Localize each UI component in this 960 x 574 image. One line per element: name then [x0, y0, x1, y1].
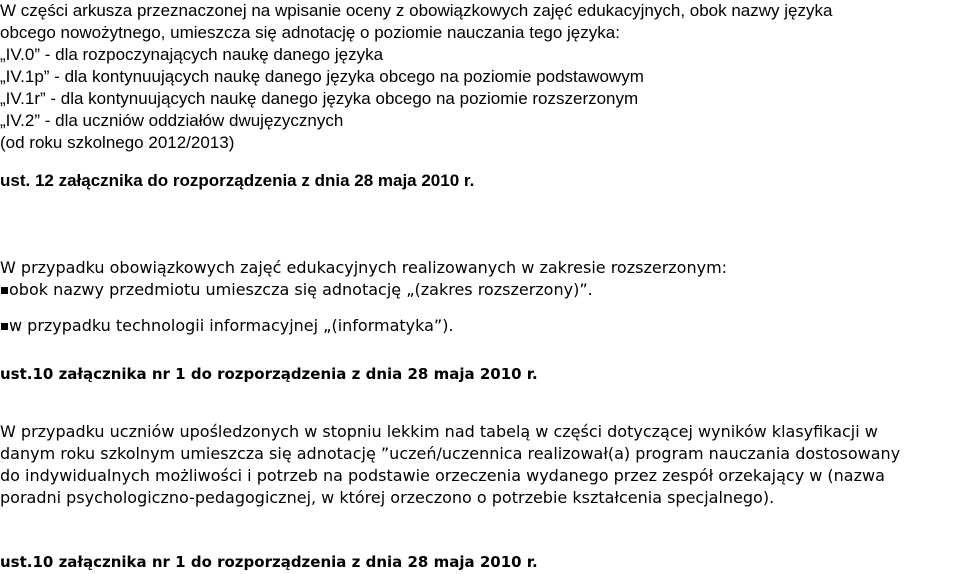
bullet-text: obok nazwy przedmiotu umieszcza się adnotację „(zakres rozszerzony)”. [9, 280, 593, 299]
paragraph-line: danym roku szkolnym umieszcza się adnotację ”uczeń/uczennica realizował(a) program nauczania dostosowany [0, 444, 901, 463]
paragraph-line: W przypadku uczniów upośledzonych w stopniu lekkim nad tabelą w części dotyczącej wyników klasyfikacji w [0, 422, 878, 441]
square-bullet-icon [1, 287, 8, 294]
extended-scope-intro: W przypadku obowiązkowych zajęć edukacyjnych realizowanych w zakresie rozszerzonym: [0, 258, 728, 277]
bullet-item [0, 315, 454, 337]
paragraph-line: do indywidualnych możliwości i potrzeb na podstawie orzeczenia wydanego przez zespół orzekający w (nazwa [0, 466, 885, 485]
paragraph-line: poradni psychologiczno-pedagogicznej, w której orzeczono o potrzebie kształcenia specjalnego). [0, 488, 775, 507]
legal-reference: ust. 12 załącznika do rozporządzenia z dnia 28 maja 2010 r. [0, 171, 475, 190]
square-bullet-icon [1, 323, 8, 330]
level-iv0-line: „IV.0” - dla rozpoczynających naukę danego języka [0, 45, 384, 64]
paragraph-line: obcego nowożytnego, umieszcza się adnotację o poziomie nauczania tego języka: [0, 23, 620, 42]
level-iv1p-line: „IV.1p” - dla kontynuujących naukę danego języka obcego na poziomie podstawowym [0, 67, 644, 86]
school-year-note: (od roku szkolnego 2012/2013) [0, 133, 235, 152]
bullet-item [0, 279, 593, 301]
level-iv2-line: „IV.2” - dla uczniów oddziałów dwujęzycznych [0, 111, 344, 130]
level-iv1r-line: „IV.1r” - dla kontynuujących naukę danego języka obcego na poziomie rozszerzonym [0, 89, 639, 108]
bullet-text: w przypadku technologii informacyjnej „(informatyka”). [9, 316, 454, 335]
paragraph-line: W części arkusza przeznaczonej na wpisanie oceny z obowiązkowych zajęć edukacyjnych, obok nazwy języka [0, 1, 833, 20]
legal-reference: ust.10 załącznika nr 1 do rozporządzenia z dnia 28 maja 2010 r. [0, 365, 538, 383]
legal-reference: ust.10 załącznika nr 1 do rozporządzenia z dnia 28 maja 2010 r. [0, 553, 538, 571]
